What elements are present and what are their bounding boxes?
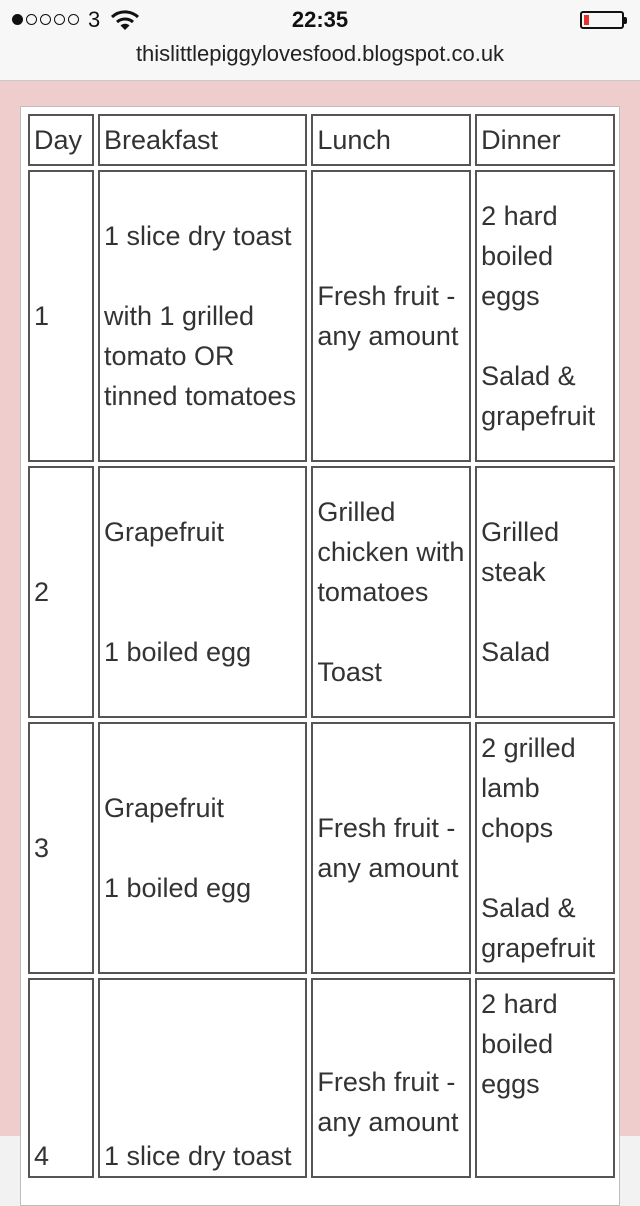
carrier-name: 3 — [88, 7, 101, 32]
status-time: 22:35 — [291, 7, 349, 32]
breakfast-cell — [98, 978, 307, 1178]
cell-line: 1 boiled egg — [103, 873, 252, 903]
cell-line: 1 slice dry toast — [103, 1141, 292, 1171]
battery-icon — [580, 11, 624, 29]
cell-line: Fresh fruit - any amount — [317, 813, 459, 883]
day-cell: 2 — [28, 466, 94, 718]
meal-plan-table — [24, 110, 619, 1182]
table-row — [28, 978, 615, 1178]
cell-line: Salad — [481, 637, 551, 667]
table-header-row — [28, 114, 615, 166]
lunch-cell — [311, 170, 471, 462]
cell-line: Fresh fruit - any amount — [317, 281, 459, 351]
browser-top-bar — [0, 0, 640, 81]
breakfast-cell — [98, 466, 307, 718]
cell-line: Grilled steak — [481, 517, 560, 587]
cell-line: Grapefruit — [103, 793, 225, 823]
lunch-cell — [311, 978, 471, 1178]
header-lunch: Lunch — [311, 114, 471, 166]
day-cell: 1 — [28, 170, 94, 462]
cell-line: 1 slice dry toast — [103, 221, 292, 251]
lunch-cell — [311, 722, 471, 974]
day-cell: 3 — [28, 722, 94, 974]
header-day: Day — [28, 114, 94, 166]
table-row — [28, 466, 615, 718]
post-content — [20, 106, 620, 1206]
cell-line: Salad & grapefruit — [481, 361, 596, 431]
dinner-cell — [475, 978, 615, 1178]
header-dinner: Dinner — [475, 114, 615, 166]
status-bar — [0, 0, 640, 40]
dinner-cell — [475, 170, 615, 462]
breakfast-cell — [98, 170, 307, 462]
cell-line: Salad & grapefruit — [481, 893, 596, 963]
cell-line: with 1 grilled tomato OR tinned tomatoes — [103, 301, 297, 411]
dinner-cell — [475, 466, 615, 718]
page-background — [0, 81, 640, 1171]
breakfast-cell — [98, 722, 307, 974]
header-breakfast: Breakfast — [98, 114, 307, 166]
day-cell: 4 — [28, 978, 94, 1178]
cell-line: 2 grilled lamb chops — [481, 733, 576, 843]
lunch-cell — [311, 466, 471, 718]
table-row — [28, 170, 615, 462]
cell-line: 2 hard boiled eggs — [481, 201, 558, 311]
dinner-cell — [475, 722, 615, 974]
table-row — [28, 722, 615, 974]
cell-line: Fresh fruit - any amount — [317, 1067, 459, 1137]
cell-line: 1 boiled egg — [103, 637, 252, 667]
battery-level — [584, 15, 589, 25]
cell-line: Toast — [317, 657, 382, 687]
cell-line: Grapefruit — [103, 517, 225, 547]
cell-line: 2 hard boiled eggs — [481, 989, 558, 1099]
address-bar[interactable]: thislittlepiggylovesfood.blogspot.co.uk — [135, 41, 505, 66]
cell-line: Grilled chicken with tomatoes — [317, 497, 465, 607]
